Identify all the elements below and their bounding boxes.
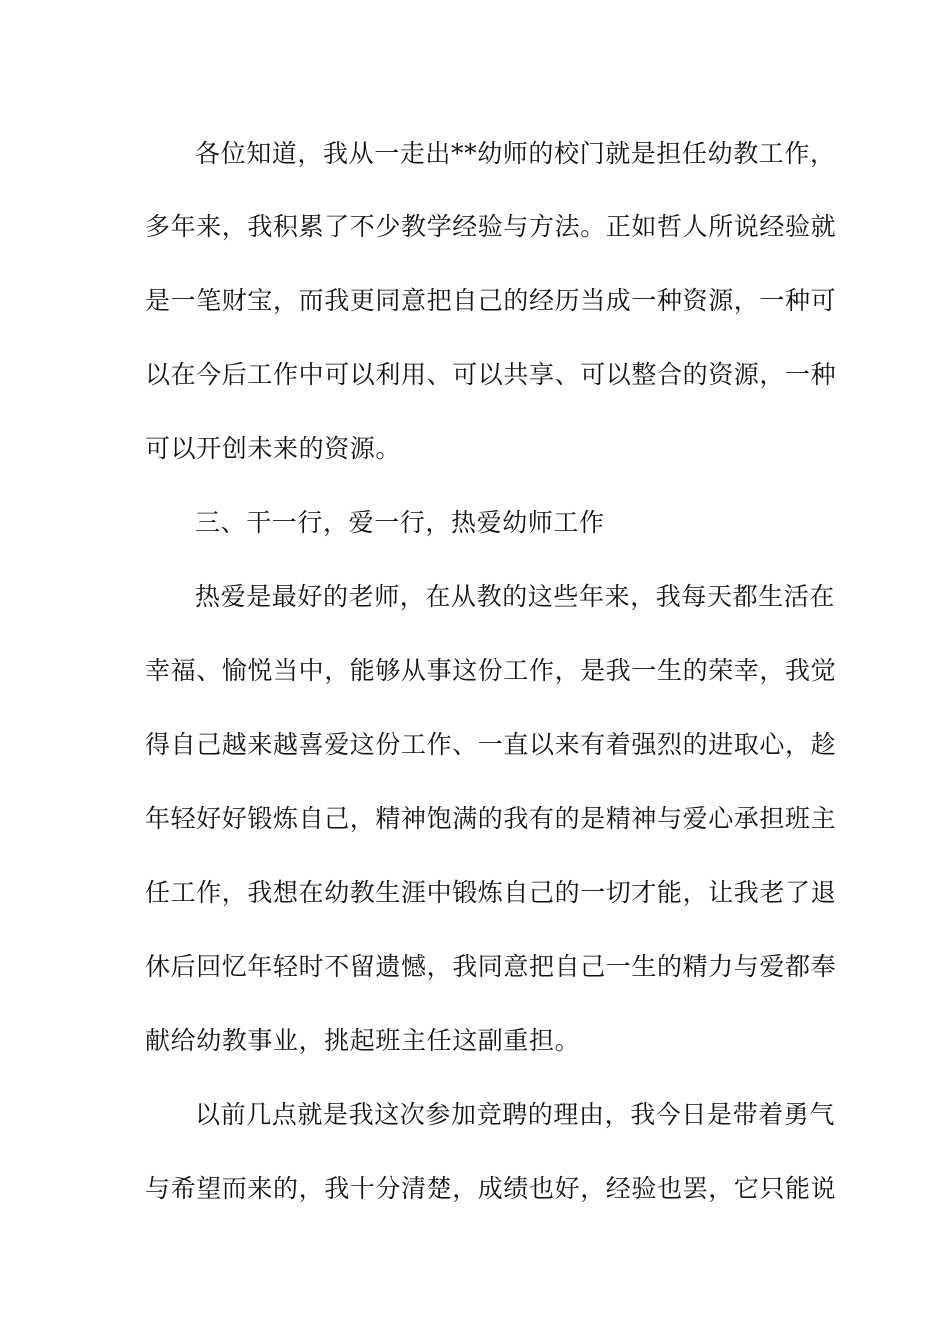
- paragraph-line: 得自己越来越喜爱这份工作、一直以来有着强烈的进取心，趁: [145, 730, 837, 759]
- paragraph-line: 多年来，我积累了不少教学经验与方法。正如哲人所说经验就: [145, 212, 837, 241]
- paragraph-line: 与希望而来的，我十分清楚，成绩也好，经验也罢，它只能说: [145, 1174, 837, 1203]
- paragraph-line: 年轻好好锻炼自己，精神饱满的我有的是精神与爱心承担班主: [145, 804, 837, 833]
- paragraph-line: 各位知道，我从一走出**幼师的校门就是担任幼教工作，: [195, 139, 836, 168]
- paragraph-line: 以前几点就是我这次参加竞聘的理由，我今日是带着勇气: [195, 1100, 836, 1129]
- paragraph-line: 献给幼教事业，挑起班主任这副重担。: [145, 1026, 581, 1055]
- paragraph-line: 以在今后工作中可以利用、可以共享、可以整合的资源，一种: [145, 360, 837, 389]
- section-heading: 三、干一行，爱一行，热爱幼师工作: [195, 508, 605, 537]
- paragraph-line: 可以开创未来的资源。: [145, 434, 402, 463]
- paragraph-line: 休后回忆年轻时不留遗憾，我同意把自己一生的精力与爱都奉: [145, 952, 837, 981]
- paragraph-line: 热爱是最好的老师，在从教的这些年来，我每天都生活在: [195, 582, 836, 611]
- paragraph-line: 幸福、愉悦当中，能够从事这份工作，是我一生的荣幸，我觉: [145, 656, 837, 685]
- paragraph-line: 任工作，我想在幼教生涯中锻炼自己的一切才能，让我老了退: [145, 878, 837, 907]
- paragraph-line: 是一笔财宝，而我更同意把自己的经历当成一种资源，一种可: [145, 286, 837, 315]
